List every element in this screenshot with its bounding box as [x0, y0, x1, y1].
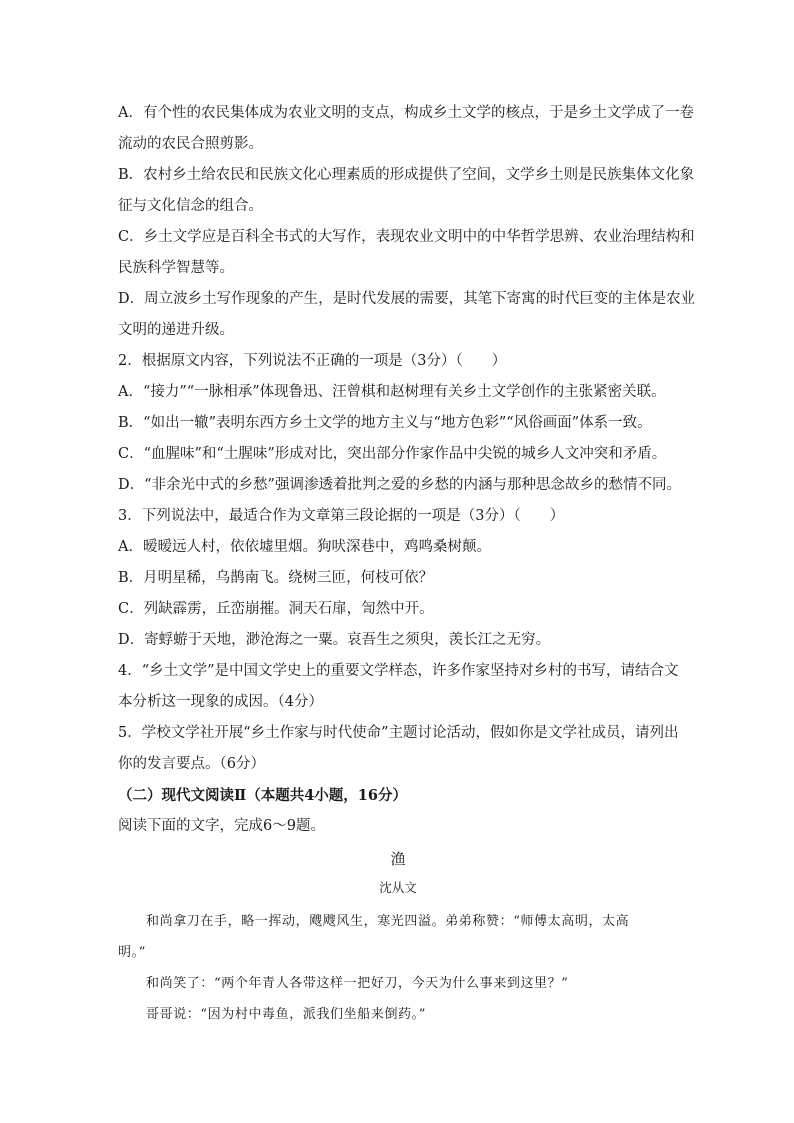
question-5: [118, 718, 678, 780]
question-4-line-2: 本分析这一现象的成因。（4分）: [118, 694, 323, 710]
question-5-line-2: 你的发言要点。（6分）: [118, 756, 265, 772]
story: [118, 846, 678, 1030]
question-3-stem: 3．下列说法中，最适合作为文章第三段论据的一项是（3分）（ ）: [118, 508, 565, 524]
option-2b: B．“如出一辙”表明东西方乡土文学的地方主义与“地方色彩”“风俗画面”体系一致。: [118, 415, 652, 431]
story-paragraph-1-line-1: 和尚拿刀在手，略一挥动，飕飕风生，寒光四溢。弟弟称赞：“师傅太高明，太高: [146, 914, 630, 929]
option-2d: D．“非余光中式的乡愁”强调渗透着批判之爱的乡愁的内涵与那种思念故乡的愁情不同。: [118, 477, 681, 493]
option-2c: C．“血腥味”和“土腥味”形成对比，突出部分作家作品中尖锐的城乡人文冲突和矛盾。: [118, 446, 667, 462]
option-1c-line-1: C．乡土文学应是百科全书式的大写作，表现农业文明中的中华哲学思辨、农业治理结构和: [118, 229, 695, 245]
question-2-stem: 2．根据原文内容，下列说法不正确的一项是（3分）（ ）: [118, 353, 507, 369]
option-1a-line-1: A．有个性的农民集体成为农业文明的支点，构成乡土文学的核点，于是乡土文学成了一卷: [118, 105, 694, 121]
story-paragraph-1-line-2: 明。”: [118, 945, 146, 960]
option-3a: A．暧暧远人村，依依墟里烟。狗吠深巷中，鸡鸣桑树颠。: [118, 539, 491, 555]
question-4-line-1: 4．“乡土文学”是中国文学史上的重要文学样态，许多作家坚持对乡村的书写，请结合文: [118, 663, 679, 679]
option-3c: C．列缺霹雳，丘峦崩摧。洞天石扉，訇然中开。: [118, 601, 434, 617]
option-1d-line-1: D．周立波乡土写作现象的产生，是时代发展的需要，其笔下寄寓的时代巨变的主体是农业: [118, 291, 696, 307]
question-5-line-1: 5．学校文学社开展“乡土作家与时代使命”主题讨论活动，假如你是文学社成员，请列出: [118, 725, 679, 741]
story-paragraph-2: 和尚笑了：“两个年青人各带这样一把好刀，今天为什么事来到这里？”: [146, 976, 569, 991]
section-2-heading: （二）现代文阅读Ⅱ（本题共4小题，16分）: [118, 787, 407, 804]
option-2a: A．“接力”“一脉相承”体现鲁迅、汪曾棋和赵树理有关乡土文学创作的主张紧密关联。: [118, 384, 666, 400]
question-1-options: [118, 98, 696, 346]
option-3d: D．寄蜉蝣于天地，渺沧海之一粟。哀吾生之须臾，羡长江之无穷。: [118, 632, 551, 648]
section-2-instruction: 阅读下面的文字，完成6～9题。: [118, 818, 325, 834]
story-title: 渔: [390, 850, 406, 868]
option-3b: B．月明星稀，乌鹊南飞。绕树三匝，何枝可依？: [118, 570, 434, 586]
option-1b-line-1: B．农村乡土给农民和民族文化心理素质的形成提供了空间，文学乡土则是民族集体文化象: [118, 167, 695, 183]
section-2: [118, 780, 678, 842]
question-4: [118, 656, 678, 718]
question-2: [118, 346, 681, 501]
option-1c-line-2: 民族科学智慧等。: [118, 260, 234, 276]
exam-page: [118, 98, 696, 1030]
option-1b-line-2: 征与文化信念的组合。: [118, 198, 263, 214]
option-1d-line-2: 文明的递进升级。: [118, 322, 234, 338]
question-3: [118, 501, 678, 656]
story-author: 沈从文: [379, 880, 417, 895]
option-1a-line-2: 流动的农民合照剪影。: [118, 136, 263, 152]
story-paragraph-3: 哥哥说：“因为村中毒鱼，派我们坐船来倒药。”: [146, 1007, 426, 1022]
